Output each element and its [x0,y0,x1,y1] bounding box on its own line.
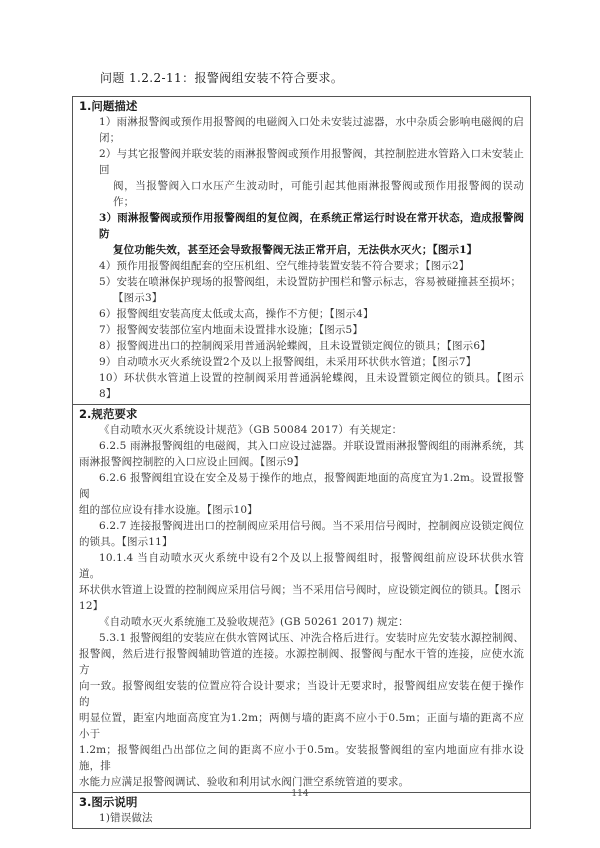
clause-6-2-7: 6.2.7 连接报警阀进出口的控制阀应采用信号阀。当不采用信号阀时，控制阀应设锁定阀位 [99,520,525,532]
problem-item-10: 10）环状供水管道上设置的控制阀采用普通涡轮蝶阀，且未设置锁定阀位的锁具。【图示8】 [99,372,524,400]
section-title: 3.图示说明 [79,795,138,809]
code-reference-gb50261: 《自动喷水灭火系统施工及验收规范》(GB 50261 2017) 规定： [99,616,409,628]
problem-item-7: 7）报警阀安装部位室内地面未设置排水设施；【图示5】 [99,324,364,336]
code-reference-gb50084: 《自动喷水灭火系统设计规范》（GB 50084 2017）有关规定： [99,424,403,436]
section-title: 1.问题描述 [79,99,138,113]
clause-10-1-4-cont2: 12】 [79,600,104,612]
clause-10-1-4-cont: 环状供水管道上设置的控制阀应采用信号阀；当不采用信号阀时，应设锁定阀位的锁具。【图示 [79,584,522,596]
clause-5-3-1-cont: 报警阀，然后进行报警阀辅助管道的连接。水源控制阀、报警阀与配水干管的连接，应使水流方 [79,648,524,676]
problem-item-3: 3）雨淋报警阀或预作用报警阀组的复位阀，在系统正常运行时设在常开状态，造成报警阀防 [99,212,524,240]
clause-6-2-5-cont: 雨淋报警阀控制腔的入口应设止回阀。【图示9】 [79,456,305,468]
problem-item-5-cont: 【图示3】 [113,292,163,304]
problem-item-6: 6）报警阀组安装高度太低或太高，操作不方便；【图示4】 [99,308,374,320]
clause-6-2-6-cont: 组的部位应设有排水设施。【图示10】 [79,504,258,516]
problem-item-1: 1）雨淋报警阀或预作用报警阀的电磁阀入口处未安装过滤器，水中杂质会影响电磁阀的启闭； [99,116,524,144]
illustration-item-1: 1)错误做法 [99,812,153,824]
clause-5-3-1-cont: 向一致。报警阀组安装的位置应符合设计要求；当设计无要求时，报警阀组应安装在便于操作的 [79,680,524,708]
problem-item-8: 8）报警阀进出口的控制阀采用普通涡轮蝶阀，且未设置锁定阀位的锁具；【图示6】 [99,340,491,352]
clause-6-2-5: 6.2.5 雨淋报警阀组的电磁阀，其入口应设过滤器。并联设置雨淋报警阀组的雨淋系统，其 [99,440,525,452]
problem-item-3-cont: 复位功能失效，甚至还会导致报警阀无法正常开启，无法供水灭火；【图示1】 [113,244,478,256]
problem-item-2-cont: 阀，当报警阀入口水压产生波动时，可能引起其他雨淋报警阀或预作用报警阀的误动作； [113,180,524,208]
clause-5-3-1: 5.3.1 报警阀组的安装应在供水管网试压、冲洗合格后进行。安装时应先安装水源控制阀、 [99,632,525,644]
issue-heading: 问题 1.2.2-11：报警阀组安装不符合要求。 [100,71,344,85]
problem-item-2: 2）与其它报警阀并联安装的雨淋报警阀或预作用报警阀，其控制腔进水管路入口未安装止回 [99,148,524,176]
clause-10-1-4: 10.1.4 当自动喷水灭火系统中设有2个及以上报警阀组时，报警阀组前应设环状供水管道。 [79,552,524,580]
clause-6-2-6: 6.2.6 报警阀组宜设在安全及易于操作的地点，报警阀距地面的高度宜为1.2m。设置报警阀 [79,472,524,500]
problem-item-4: 4）预作用报警阀组配套的空压机组、空气维持装置安装不符合要求；【图示2】 [99,260,470,272]
problem-item-9: 9）自动喷水灭火系统设置2个及以上报警阀组，未采用环状供水管道；【图示7】 [99,356,477,368]
clause-5-3-1-cont: 水能力应满足报警阀调试、验收和利用试水阀门泄空系统管道的要求。 [79,776,410,788]
clause-5-3-1-cont: 1.2m；报警阀组凸出部位之间的距离不应小于0.5m。安装报警阀组的室内地面应有排水设施，排 [79,744,524,772]
issue-table [72,96,531,829]
page-number: 114 [291,789,309,799]
section-title: 2.规范要求 [79,407,138,421]
clause-6-2-7-cont: 的锁具。【图示11】 [79,536,173,548]
section-code-requirements [73,404,530,792]
section-problem-description [73,97,530,404]
problem-item-5: 5）安装在喷淋保护现场的报警阀组，未设置防护围栏和警示标志，容易被碰撞甚至损坏； [99,276,522,288]
clause-5-3-1-cont: 明显位置，距室内地面高度宜为1.2m；两侧与墙的距离不应小于0.5m；正面与墙的距离不应小于 [79,712,524,740]
